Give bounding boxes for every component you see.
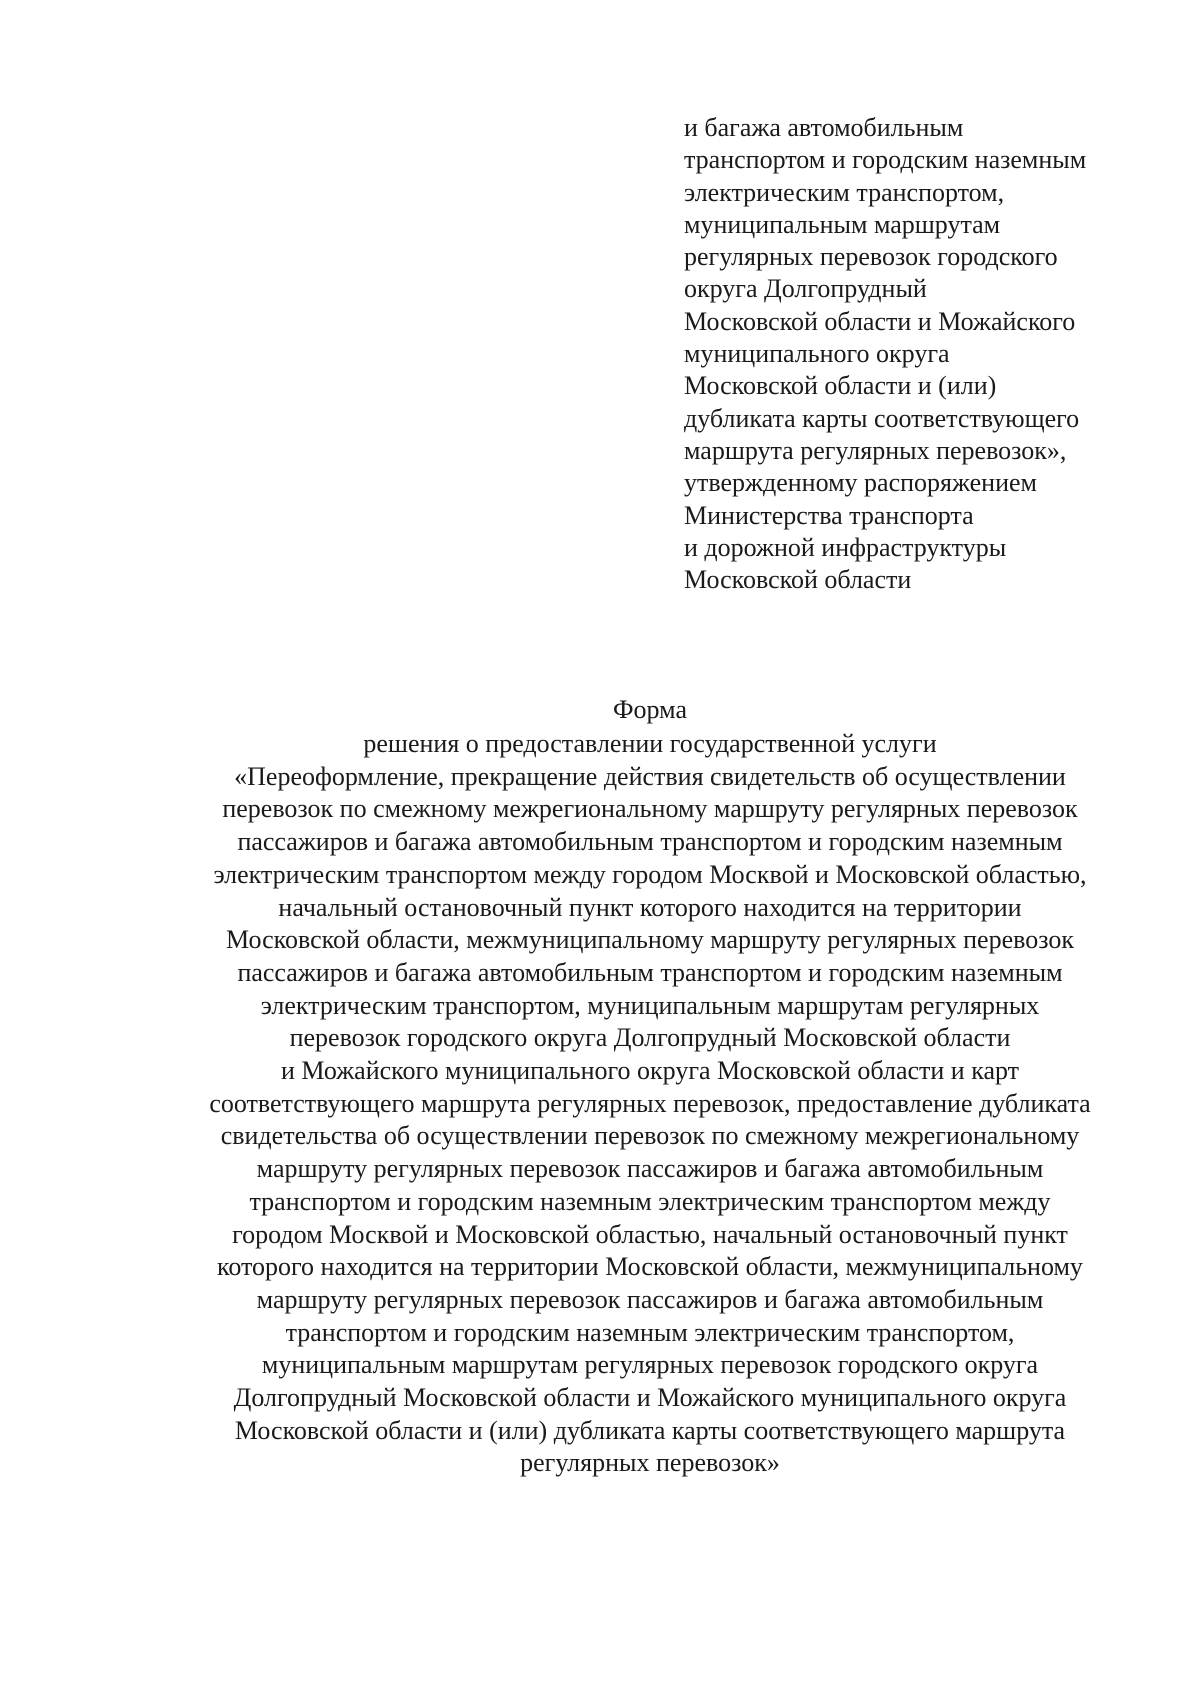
form-description-line: Долгопрудный Московской области и Можайского муниципального округа	[233, 1383, 1067, 1413]
appendix-reference-block	[684, 112, 1184, 596]
appendix-line: Московской области и (или)	[684, 371, 997, 401]
form-description-line: маршруту регулярных перевозок пассажиров и багажа автомобильным	[256, 1284, 1044, 1314]
appendix-line: муниципального округа	[684, 339, 950, 369]
form-description-line: транспортом и городским наземным электрическим транспортом,	[285, 1317, 1015, 1347]
form-title: Форма	[613, 695, 687, 724]
form-description	[150, 728, 1150, 1480]
appendix-line: утвержденному распоряжением	[684, 468, 1037, 498]
form-description-line: перевозок по смежному межрегиональному маршруту регулярных перевозок	[222, 794, 1078, 824]
form-description-line: Московской области и (или) дубликата карты соответствующего маршрута	[234, 1415, 1066, 1445]
form-description-line: пассажиров и багажа автомобильным транспортом и городским наземным	[237, 827, 1063, 857]
form-description-line: начальный остановочный пункт которого находится на территории	[278, 892, 1022, 922]
appendix-line: регулярных перевозок городского	[684, 242, 1058, 272]
form-description-line: регулярных перевозок»	[520, 1448, 780, 1478]
form-description-line: муниципальным маршрутам регулярных перевозок городского округа	[261, 1350, 1039, 1380]
appendix-line: Московской области	[684, 565, 912, 595]
appendix-line: дубликата карты соответствующего	[684, 403, 1080, 433]
form-description-line: и Можайского муниципального округа Московской области и карт	[280, 1056, 1020, 1086]
form-description-line: «Переоформление, прекращение действия свидетельств об осуществлении	[234, 761, 1066, 791]
form-description-line: маршруту регулярных перевозок пассажиров и багажа автомобильным	[256, 1154, 1044, 1184]
form-description-line: электрическим транспортом между городом Москвой и Московской областью,	[213, 859, 1087, 889]
form-description-line: транспортом и городским наземным электрическим транспортом между	[249, 1186, 1051, 1216]
form-description-line: свидетельства об осуществлении перевозок по смежному межрегиональному	[220, 1121, 1080, 1151]
appendix-line: округа Долгопрудный	[684, 274, 927, 304]
form-description-line: которого находится на территории Московской области, межмуниципальному	[217, 1252, 1083, 1282]
appendix-line: Министерства транспорта	[684, 500, 974, 530]
appendix-line: электрическим транспортом,	[684, 177, 1005, 207]
form-description-line: перевозок городского округа Долгопрудный Московской области	[289, 1023, 1011, 1053]
appendix-line: маршрута регулярных перевозок»,	[684, 435, 1067, 465]
appendix-line: Московской области и Можайского	[684, 306, 1076, 336]
form-description-line: Московской области, межмуниципальному маршруту регулярных перевозок	[226, 925, 1074, 955]
appendix-line: и дорожной инфраструктуры	[684, 532, 1007, 562]
form-description-line: соответствующего маршрута регулярных перевозок, предоставление дубликата	[209, 1088, 1091, 1118]
appendix-line: и багажа автомобильным	[684, 113, 964, 142]
form-description-line: пассажиров и багажа автомобильным транспортом и городским наземным	[237, 957, 1063, 987]
form-description-line: городом Москвой и Московской областью, начальный остановочный пункт	[232, 1219, 1068, 1249]
appendix-line: муниципальным маршрутам	[684, 209, 1001, 239]
form-description-line: электрическим транспортом, муниципальным маршрутам регулярных	[260, 990, 1040, 1020]
form-description-line: решения о предоставлении государственной услуги	[363, 729, 937, 758]
appendix-line: транспортом и городским наземным	[684, 145, 1087, 175]
